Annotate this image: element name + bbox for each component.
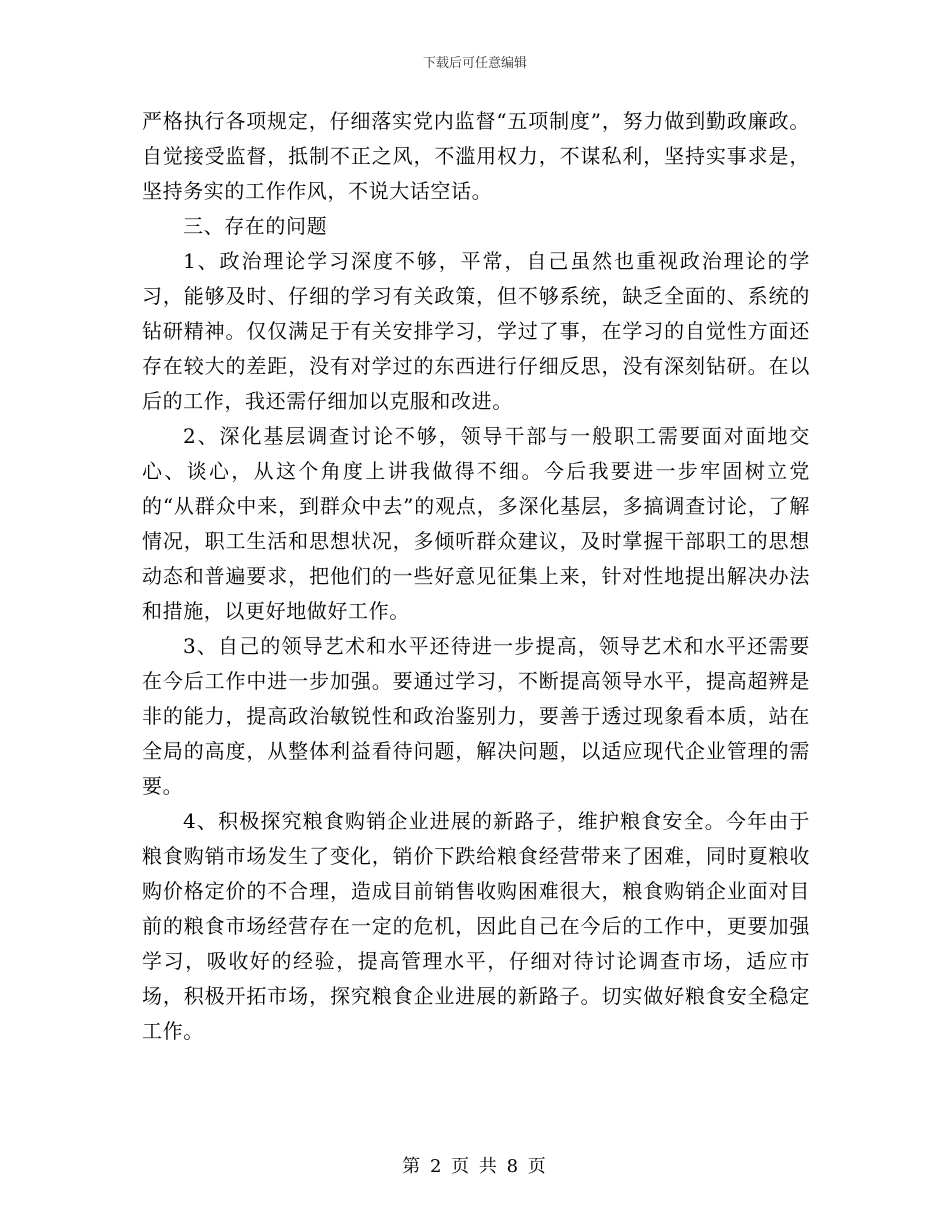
document-body — [142, 104, 810, 1049]
paragraph-issue-4: 4、积极探究粮食购销企业进展的新路子，维护粮食安全。今年由于粮食购销市场发生了变化，销价下跌给粮食经营带来了困难，同时夏粮收购价格定价的不合理，造成目前销售收购困难很大，粮食购销企业面对目前的粮食市场经营存在一定的危机，因此自己在今后的工作中，更要加强学习，吸收好的经验，提高管理水平，仔细对待讨论调查市场，适应市场，积极开拓市场，探究粮食企业进展的新路子。切实做好粮食安全稳定工作。 — [142, 809, 810, 1043]
page-number: 第 2 页 共 8 页 — [402, 1156, 548, 1177]
section-heading: 三、存在的问题 — [183, 214, 328, 238]
paragraph-issue-3: 3、自己的领导艺术和水平还待进一步提高，领导艺术和水平还需要在今后工作中进一步加强。要通过学习，不断提高领导水平，提高超辨是非的能力，提高政治敏锐性和政治鉴别力，要善于透过现象看本质，站在全局的高度，从整体利益看待问题，解决问题，以适应现代企业管理的需要。 — [142, 634, 810, 798]
paragraph-issue-1: 1、政治理论学习深度不够，平常，自己虽然也重视政治理论的学习，能够及时、仔细的学习有关政策，但不够系统，缺乏全面的、系统的钻研精神。仅仅满足于有关安排学习，学过了事，在学习的自觉性方面还存在较大的差距，没有对学过的东西进行仔细反思，没有深刻钻研。在以后的工作，我还需仔细加以克服和改进。 — [142, 249, 810, 413]
page-header: 下载后可任意编辑 — [422, 56, 527, 71]
paragraph-issue-2: 2、深化基层调查讨论不够，领导干部与一般职工需要面对面地交心、谈心，从这个角度上讲我做得不细。今后我要进一步牢固树立党的“从群众中来，到群众中去”的观点，多深化基层，多搞调查讨论，了解情况，职工生活和思想状况，多倾听群众建议，及时掌握干部职工的思想动态和普遍要求，把他们的一些好意见征集上来，针对性地提出解决办法和措施，以更好地做好工作。 — [142, 424, 810, 623]
paragraph-continued: 严格执行各项规定，仔细落实党内监督“五项制度”，努力做到勤政廉政。自觉接受监督，抵制不正之风，不滥用权力，不谋私利，坚持实事求是，坚持务实的工作作风，不说大话空话。 — [142, 109, 810, 203]
